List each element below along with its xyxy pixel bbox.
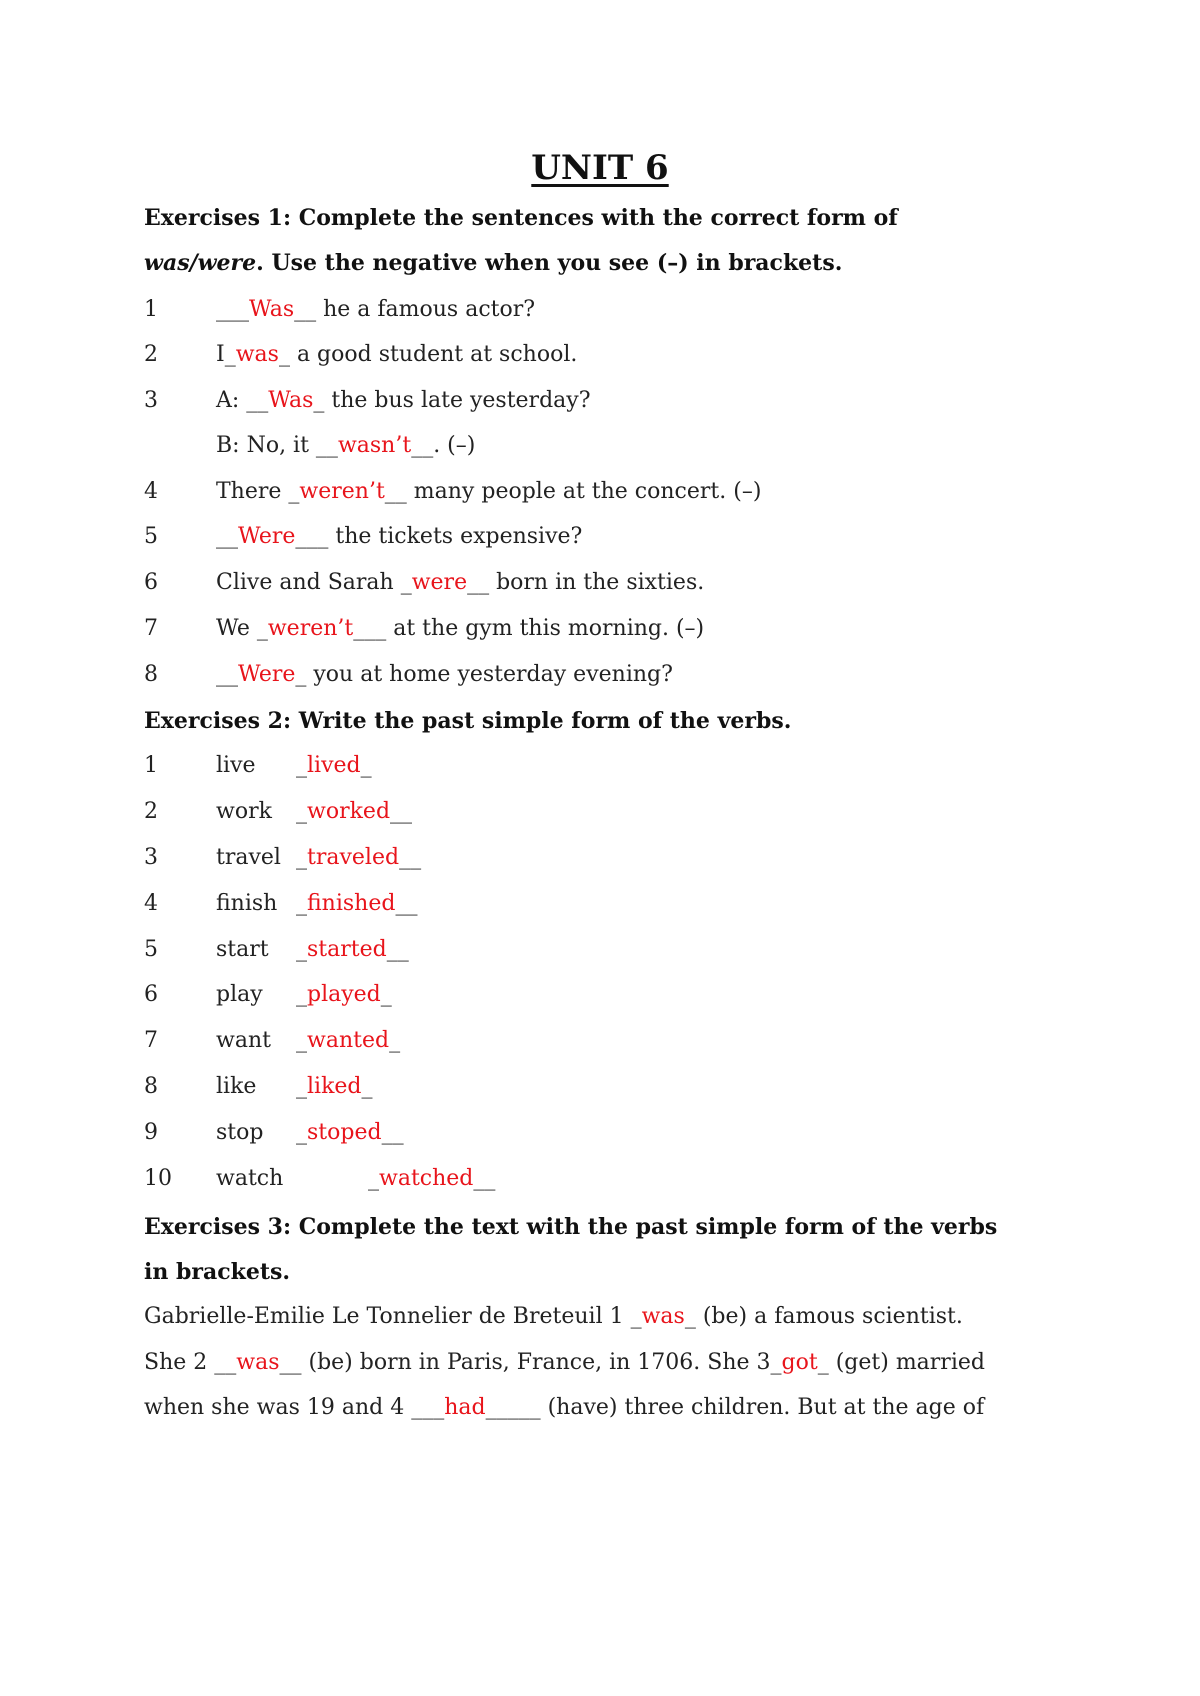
text-segment: __ [386, 937, 409, 962]
text-segment: __ [216, 524, 238, 549]
text-segment: _ [360, 753, 372, 778]
text-segment: _ a good student at school. [278, 342, 578, 367]
text-segment: I_ [216, 342, 236, 367]
item-number: 6 [144, 570, 158, 595]
text-segment: __ he a famous actor? [294, 297, 536, 322]
answer-text: traveled [307, 845, 400, 870]
text-segment: _ the bus late yesterday? [313, 388, 591, 413]
item-text [216, 386, 591, 416]
item-text [216, 477, 761, 507]
answer-text: weren’t [299, 479, 385, 504]
text-segment: _ [296, 799, 307, 824]
text-segment: _ [296, 845, 307, 870]
item-text [216, 889, 417, 919]
item-number: 5 [144, 937, 158, 962]
answer-text: wanted [307, 1028, 390, 1053]
verb-text: watch [216, 1166, 284, 1191]
text-segment: A: __ [216, 388, 269, 413]
text-segment: __ many people at the concert. (–) [384, 479, 762, 504]
text-segment: __ born in the sixties. [467, 570, 705, 595]
answer-text: played [307, 982, 381, 1007]
item-number: 10 [144, 1166, 172, 1191]
item-text [216, 340, 577, 370]
item-text [216, 431, 475, 461]
text-segment: __ [216, 662, 238, 687]
answer-text: Was [268, 388, 314, 413]
answer-text: started [307, 937, 387, 962]
verb-text: play [216, 982, 263, 1007]
text-segment: She 2 __ [144, 1350, 237, 1375]
item-number: 1 [144, 753, 158, 778]
verb-text: finish [216, 891, 278, 916]
item-number: 7 [144, 616, 158, 641]
text-segment: _ [389, 1028, 401, 1053]
text-segment: _ [296, 937, 307, 962]
text-segment: _ you at home yesterday evening? [295, 662, 673, 687]
item-number: 4 [144, 479, 158, 504]
exercise-3-heading: Exercises 3: Complete the text with the past simple form of the verbs [144, 1214, 998, 1240]
verb-text: start [216, 937, 269, 962]
text-segment: We _ [216, 616, 268, 641]
item-number: 4 [144, 891, 158, 916]
exercise-1-heading: Exercises 1: Complete the sentences with the correct form of [144, 205, 898, 231]
text-segment: __ (be) born in Paris, France, in 1706. She 3_ [279, 1350, 782, 1375]
exercise-1-heading-line2 [144, 248, 1084, 278]
verb-text: like [216, 1074, 257, 1099]
answer-text: Were [238, 662, 296, 687]
text-segment: B: No, it __ [216, 433, 338, 458]
answer-text: were [411, 570, 468, 595]
item-text [216, 1072, 373, 1102]
item-number: 2 [144, 342, 158, 367]
answer-text: worked [307, 799, 391, 824]
page-title: UNIT 6 [531, 148, 669, 188]
item-number: 8 [144, 1074, 158, 1099]
heading-rest: . Use the negative when you see (–) in brackets. [256, 250, 843, 276]
text-segment: ___ the tickets expensive? [295, 524, 583, 549]
item-number: 7 [144, 1028, 158, 1053]
verb-text: want [216, 1028, 271, 1053]
answer-text: was [641, 1304, 685, 1329]
item-number: 6 [144, 982, 158, 1007]
answer-text: weren’t [267, 616, 354, 641]
item-number: 3 [144, 845, 158, 870]
text-segment: ___ at the gym this morning. (–) [353, 616, 705, 641]
text-segment: _ [368, 1166, 379, 1191]
answer-text: Were [238, 524, 296, 549]
item-text [216, 1118, 404, 1148]
answer-text: finished [307, 891, 396, 916]
italic-term: was/were [144, 250, 257, 276]
verb-text: live [216, 753, 256, 778]
item-text [216, 568, 704, 598]
answer-text: wasn’t [337, 433, 412, 458]
item-number: 8 [144, 662, 158, 687]
answer-text: got [781, 1350, 818, 1375]
item-number: 5 [144, 524, 158, 549]
item-text [216, 660, 673, 690]
item-text [216, 751, 372, 781]
text-segment: __ [473, 1166, 496, 1191]
item-text [216, 935, 409, 965]
answer-text: had [444, 1395, 486, 1420]
exercise-3-text-line [144, 1348, 1084, 1378]
text-segment: _ [296, 1074, 307, 1099]
answer-text: watched [379, 1166, 474, 1191]
verb-text: travel [216, 845, 281, 870]
text-segment: __ [390, 799, 413, 824]
item-text [216, 1026, 400, 1056]
text-segment: _ [296, 1120, 307, 1145]
text-segment: __ [395, 891, 418, 916]
answer-text: lived [307, 753, 361, 778]
text-segment: Clive and Sarah _ [216, 570, 412, 595]
text-segment: _ [361, 1074, 373, 1099]
text-segment: _ [296, 1028, 307, 1053]
text-segment: _ [296, 982, 307, 1007]
verb-text: stop [216, 1120, 264, 1145]
answer-text: liked [307, 1074, 362, 1099]
text-segment: _ [380, 982, 392, 1007]
exercise-3-heading-line2: in brackets. [144, 1259, 291, 1285]
item-text [216, 295, 535, 325]
text-segment: _____ (have) three children. But at the age of [485, 1395, 985, 1420]
text-segment: _ (get) married [817, 1350, 985, 1375]
item-number: 1 [144, 297, 158, 322]
item-text [216, 980, 392, 1010]
answer-text: stoped [307, 1120, 382, 1145]
item-number: 3 [144, 388, 158, 413]
text-segment: _ (be) a famous scientist. [684, 1304, 963, 1329]
answer-text: was [235, 342, 279, 367]
text-segment: __ [381, 1120, 404, 1145]
text-segment: ___ [216, 297, 249, 322]
exercise-2-heading: Exercises 2: Write the past simple form of the verbs. [144, 708, 792, 734]
answer-text: Was [249, 297, 295, 322]
exercise-3-text-line [144, 1302, 1084, 1332]
text-segment: There _ [216, 479, 300, 504]
text-segment: _ [296, 753, 307, 778]
item-text [216, 797, 412, 827]
text-segment: Gabrielle-Emilie Le Tonnelier de Breteuil 1 _ [144, 1304, 642, 1329]
item-text [216, 1164, 495, 1194]
item-text [216, 843, 421, 873]
item-number: 2 [144, 799, 158, 824]
item-text [216, 614, 704, 644]
verb-text: work [216, 799, 272, 824]
item-text [216, 522, 582, 552]
text-segment: __. (–) [411, 433, 476, 458]
text-segment: _ [296, 891, 307, 916]
item-number: 9 [144, 1120, 158, 1145]
exercise-3-text-line [144, 1393, 1084, 1423]
answer-text: was [236, 1350, 280, 1375]
text-segment: when she was 19 and 4 ___ [144, 1395, 445, 1420]
text-segment: __ [399, 845, 422, 870]
